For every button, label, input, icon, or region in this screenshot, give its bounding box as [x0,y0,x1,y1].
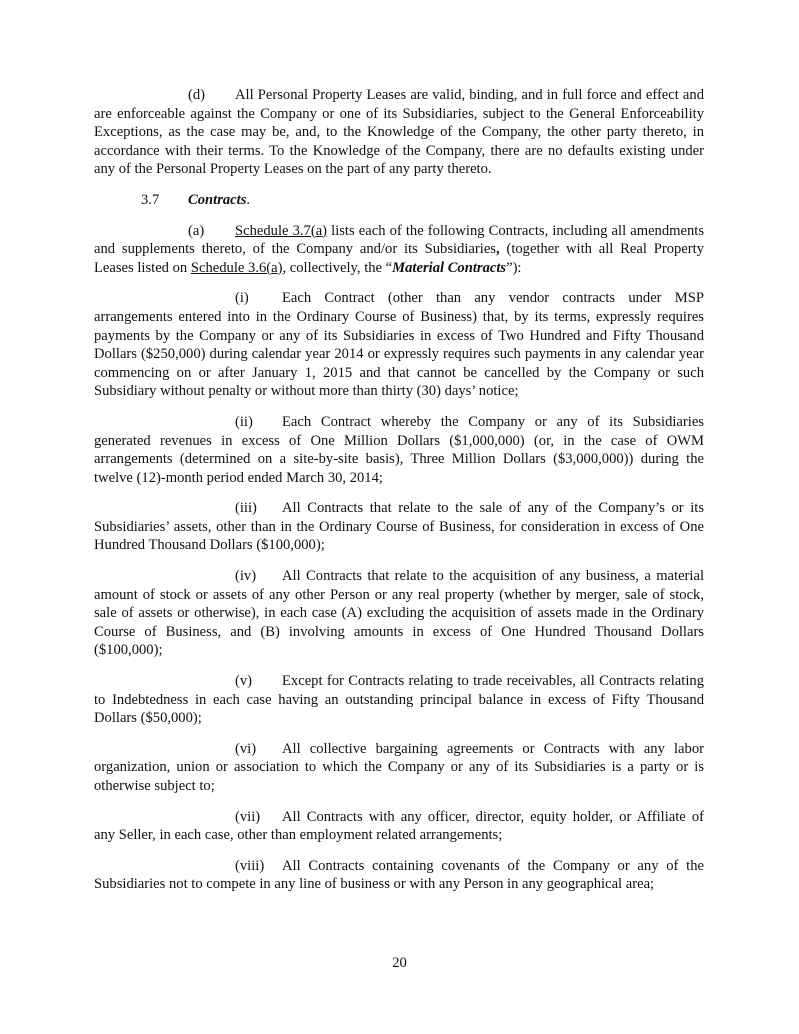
item-text: All Contracts containing covenants of the Company or any of the Subsidiaries not to compete in any line of business or with any Person in any geographical area; [94,857,704,893]
item-text: Each Contract (other than any vendor contracts under MSP arrangements entered into in the Ordinary Course of Business) that, by its terms, expressly requires payments by the Company or any of its Subsidiaries in excess of Two Hundred and Fifty Thousand Dollars ($250,000) during calendar year 2014 or expressly requires such payments in any calendar year commencing on or after January 1, 2015 and that cannot be cancelled by the Company or such Subsidiary without penalty or without more than thirty (30) days’ notice; [94,290,704,400]
list-item [94,672,704,728]
item-number: (vii) [235,808,261,825]
paragraph-text: All Personal Property Leases are valid, binding, and in full force and effect and are enforceable against the Company or one of its Subsidiaries, subject to the General Enforceability Exceptions, as the case may be, and, to the Knowledge of the Company, the other party thereto, in accordance with their terms. To the Knowledge of the Company, there are no defaults existing under any of the Personal Property Leases on the part of any party thereto. [94,87,704,178]
schedule-reference: Schedule 3.7(a) [235,222,328,239]
section-title-period: . [246,191,251,208]
list-item [94,289,704,401]
item-text: All Contracts that relate to the acquisition of any business, a material amount of stock or assets of any other Person or any real property (whether by merger, sale of stock, sale of assets or otherwise), in each case (A) excluding the acquisition of assets made in the Ordinary Course of Business, and (B) involving amounts in excess of One Hundred Thousand Dollars ($100,000); [94,568,704,659]
list-item [94,499,704,555]
item-text: All Contracts with any officer, director, equity holder, or Affiliate of any Seller, in each case, other than employment related arrangements; [94,808,704,844]
list-item [94,808,704,845]
bold-comma: , [495,241,500,258]
paragraph-number: (d) [188,87,206,103]
item-text: Each Contract whereby the Company or any of its Subsidiaries generated revenues in excess of One Million Dollars ($1,000,000) (or, in the case of OWM arrangements (determined on a site-by-site basis), Three Million Dollars ($3,000,000)) during the twelve (12)-month period ended March 30, 2014; [94,413,704,486]
item-number: (iv) [235,568,257,585]
item-text: All Contracts that relate to the sale of any of the Company’s or its Subsidiaries’ assets, other than in the Ordinary Course of Business, for consideration in excess of One Hundred Thousand Dollars ($100,000); [94,500,704,554]
paragraph-text: lists each of the following Contracts, including all amendments and supplements thereto, of the Company and/or its Subsidiaries [94,222,704,258]
section-heading [141,191,704,210]
item-number: (i) [235,290,249,307]
paragraph-text: , collectively, the “ [282,259,393,276]
list-item [94,567,704,660]
paragraph-text: ”): [506,259,522,276]
paragraph-d [94,86,704,179]
document-body [94,86,704,906]
paragraph-a [94,222,704,278]
list-item [94,857,704,894]
item-number: (viii) [235,857,265,874]
item-text: All collective bargaining agreements or Contracts with any labor organization, union or association to which the Company or any of its Subsidiaries is a party or is otherwise subject to; [94,740,704,794]
section-title: Contracts [188,191,247,208]
defined-term: Material Contracts [392,259,507,276]
item-number: (ii) [235,413,253,430]
section-number: 3.7 [141,191,160,208]
item-number: (iii) [235,500,257,517]
schedule-reference: Schedule 3.6(a) [190,259,283,276]
paragraph-number: (a) [188,222,205,239]
list-item [94,740,704,796]
item-text: Except for Contracts relating to trade receivables, all Contracts relating to Indebtedness in each case having an outstanding principal balance in excess of Fifty Thousand Dollars ($50,000); [94,673,704,727]
item-number: (vi) [235,740,257,757]
paragraph-text: (together with all Real Property Leases listed on [94,241,704,276]
page-number: 20 [392,955,407,971]
item-number: (v) [235,673,253,690]
list-item [94,413,704,487]
